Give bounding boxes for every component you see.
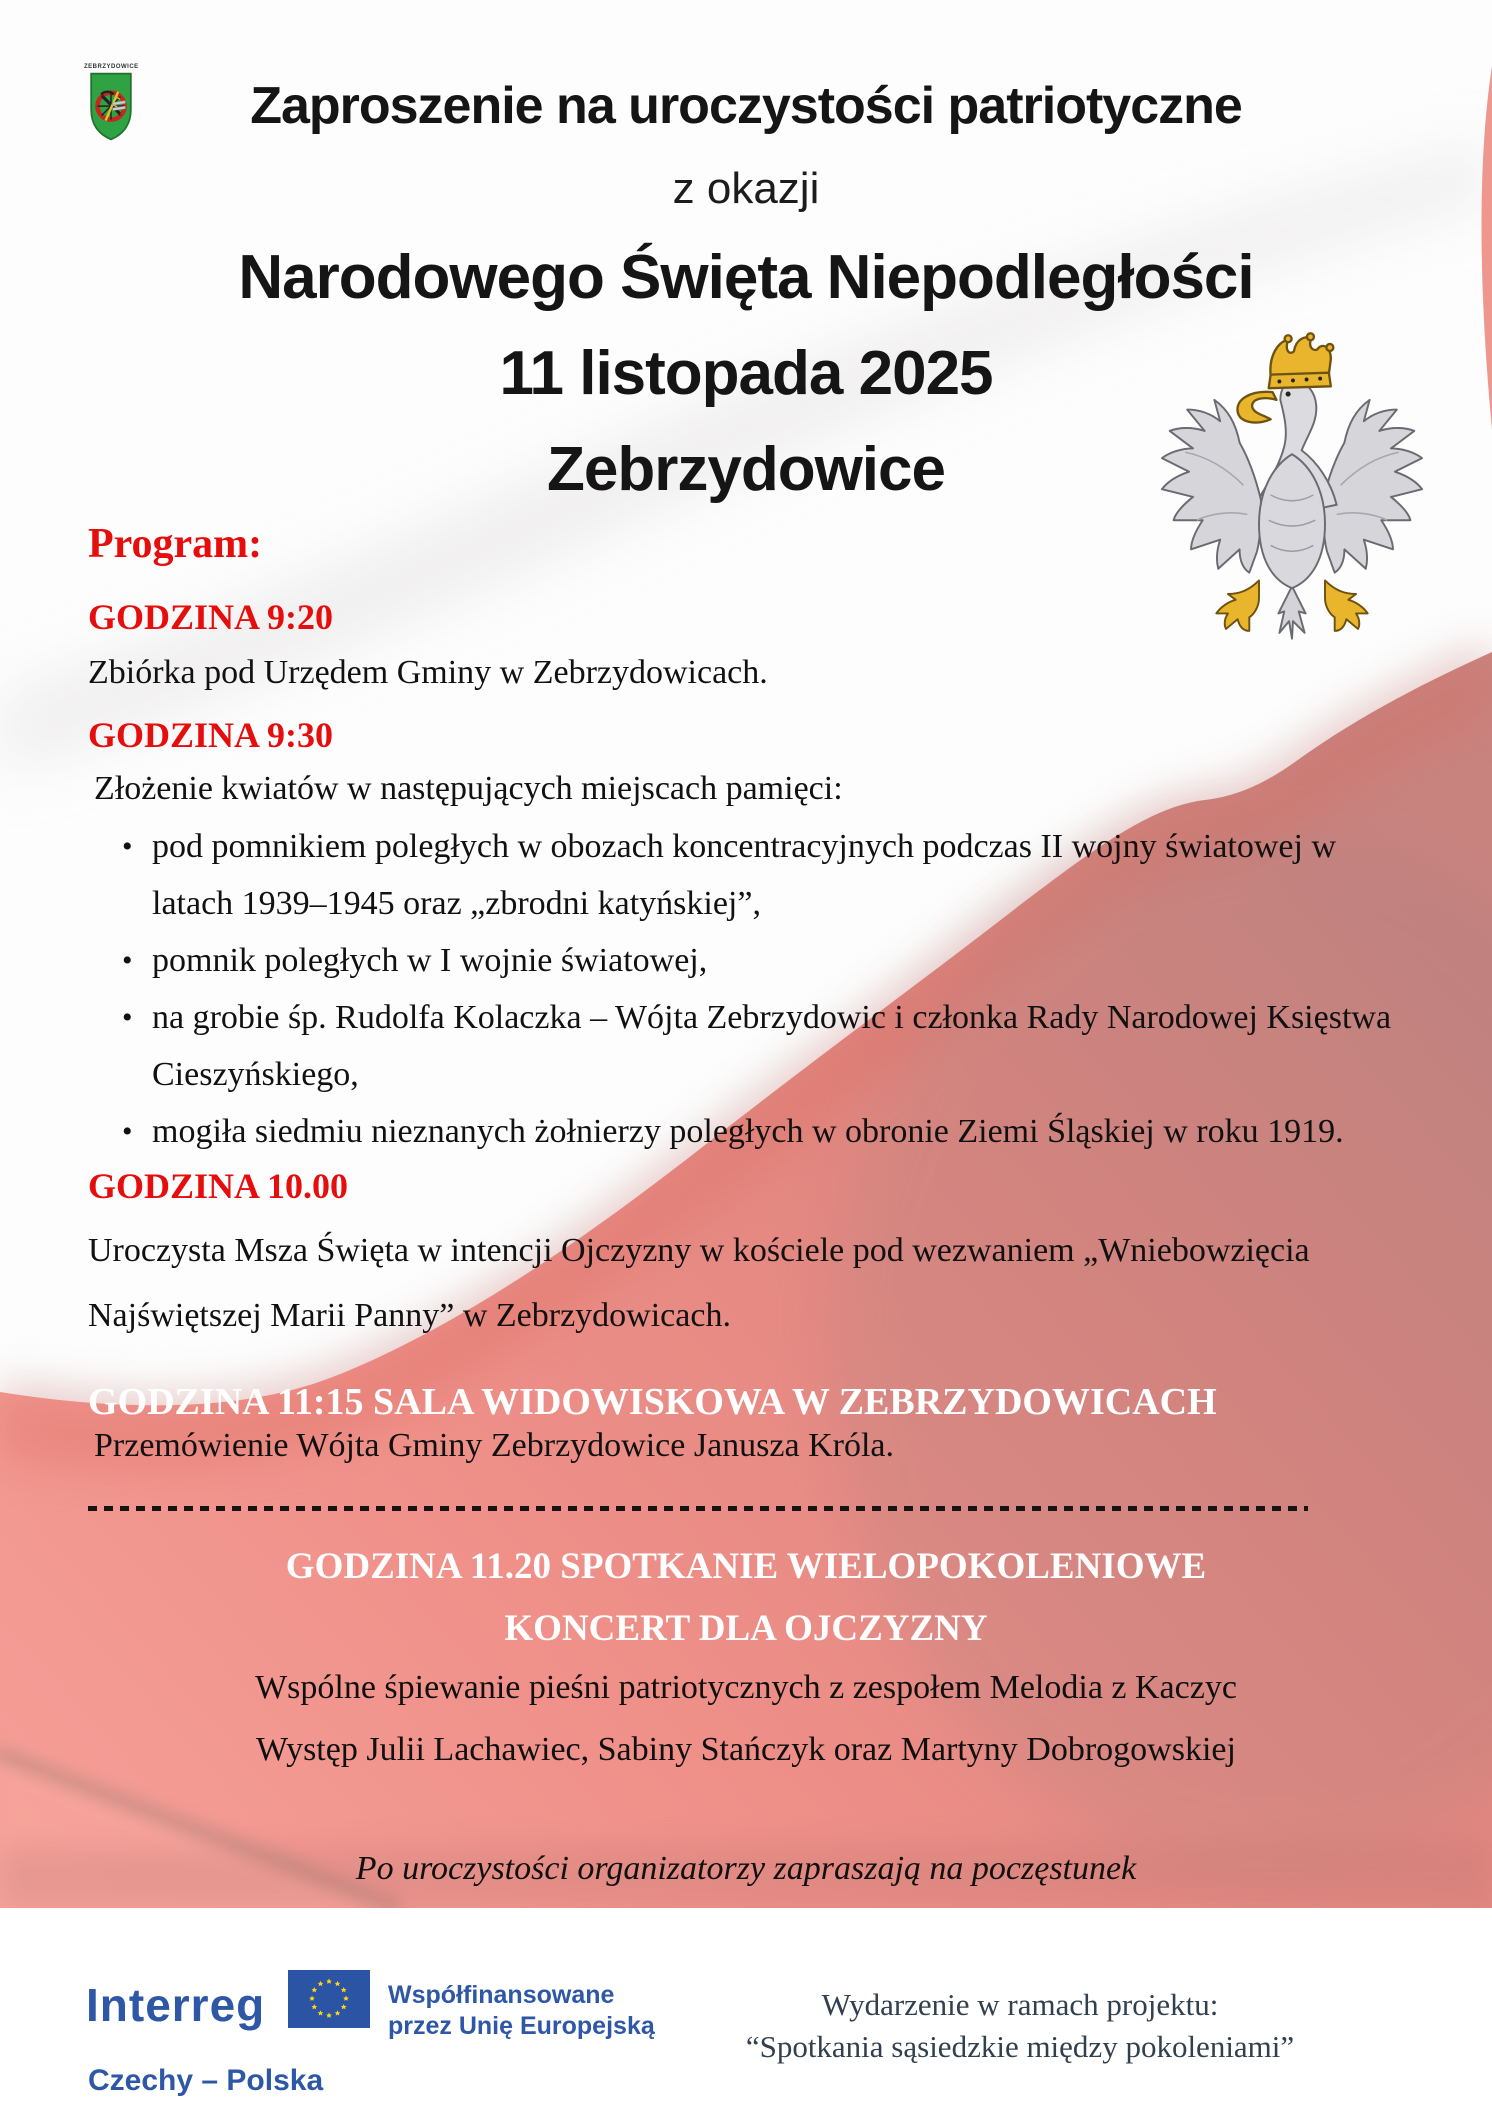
list-item: • pod pomnikiem poległych w obozach koncentracyjnych podczas II wojny światowej w latach 1939–1945 oraz „zbrodni katyńskiej”, xyxy=(88,818,1418,932)
list-item: • pomnik poległych w I wojnie światowej, xyxy=(88,932,1418,989)
concert-heading: KONCERT DLA OJCZYZNY xyxy=(504,1608,988,1649)
meeting-heading: GODZINA 11.20 SPOTKANIE WIELOPOKOLENIOWE xyxy=(285,1546,1207,1587)
poster-title: Zaproszenie na uroczystości patriotyczne xyxy=(250,77,1242,135)
polish-eagle-icon xyxy=(1146,330,1438,660)
program-time-1115: GODZINA 11:15 SALA WIDOWISKOWA W ZEBRZYDOWICACH xyxy=(88,1381,1217,1423)
project-caption xyxy=(640,1984,1400,2068)
project-caption-line1: Wydarzenie w ramach projektu: xyxy=(821,1987,1219,2022)
program-time-930: GODZINA 9:30 xyxy=(88,715,334,755)
interreg-subtitle: Czechy – Polska xyxy=(88,2064,324,2097)
event-date: 11 listopada 2025 xyxy=(499,339,993,408)
performers-line: Występ Julii Lachawiec, Sabiny Stańczyk oraz Martyny Dobrogowskiej xyxy=(256,1731,1236,1768)
eu-funding-label xyxy=(388,1980,655,2042)
program-body-1115: Przemówienie Wójta Gminy Zebrzydowice Janusza Króla. xyxy=(94,1427,894,1464)
eu-funding-line1: Współfinansowane xyxy=(388,1981,615,2009)
crest-label: ZEBRZYDOWICE xyxy=(84,64,139,70)
project-caption-line2: “Spotkania sąsiedzkie między pokoleniami” xyxy=(745,2029,1295,2064)
program-heading: Program: xyxy=(88,521,263,567)
holiday-title: Narodowego Święta Niepodległości xyxy=(238,243,1254,312)
occasion-line: z okazji xyxy=(672,164,820,213)
interreg-logo: Interreg xyxy=(86,1979,266,2031)
list-item: • na grobie śp. Rudolfa Kolaczka – Wójta Zebrzydowic i członka Rady Narodowej Księstwa Cieszyńskiego, xyxy=(88,989,1418,1103)
singing-line: Wspólne śpiewanie pieśni patriotycznych z zespołem Melodia z Kaczyc xyxy=(255,1669,1237,1706)
footer xyxy=(0,1908,1492,2110)
program-body-920: Zbiórka pod Urzędem Gminy w Zebrzydowicach. xyxy=(88,654,768,691)
event-place: Zebrzydowice xyxy=(547,435,945,504)
memorial-sites-list xyxy=(88,818,1418,1160)
refreshment-note: Po uroczystości organizatorzy zapraszają na poczęstunek xyxy=(355,1850,1137,1887)
list-item: • mogiła siedmiu nieznanych żołnierzy poległych w obronie Ziemi Śląskiej w roku 1919. xyxy=(88,1103,1418,1160)
program-body-1000: Uroczysta Msza Święta w intencji Ojczyzny w kościele pod wezwaniem „Wniebowzięcia Najświętszej Marii Panny” w Zebrzydowicach. xyxy=(88,1232,1310,1334)
program-intro-930: Złożenie kwiatów w następujących miejscach pamięci: xyxy=(94,770,843,807)
program-time-920: GODZINA 9:20 xyxy=(88,597,334,637)
eu-funding-line2: przez Unię Europejską xyxy=(388,2012,655,2040)
eu-flag-icon xyxy=(288,1970,370,2028)
dashed-divider xyxy=(88,1506,1308,1511)
program-time-1000: GODZINA 10.00 xyxy=(88,1166,349,1206)
